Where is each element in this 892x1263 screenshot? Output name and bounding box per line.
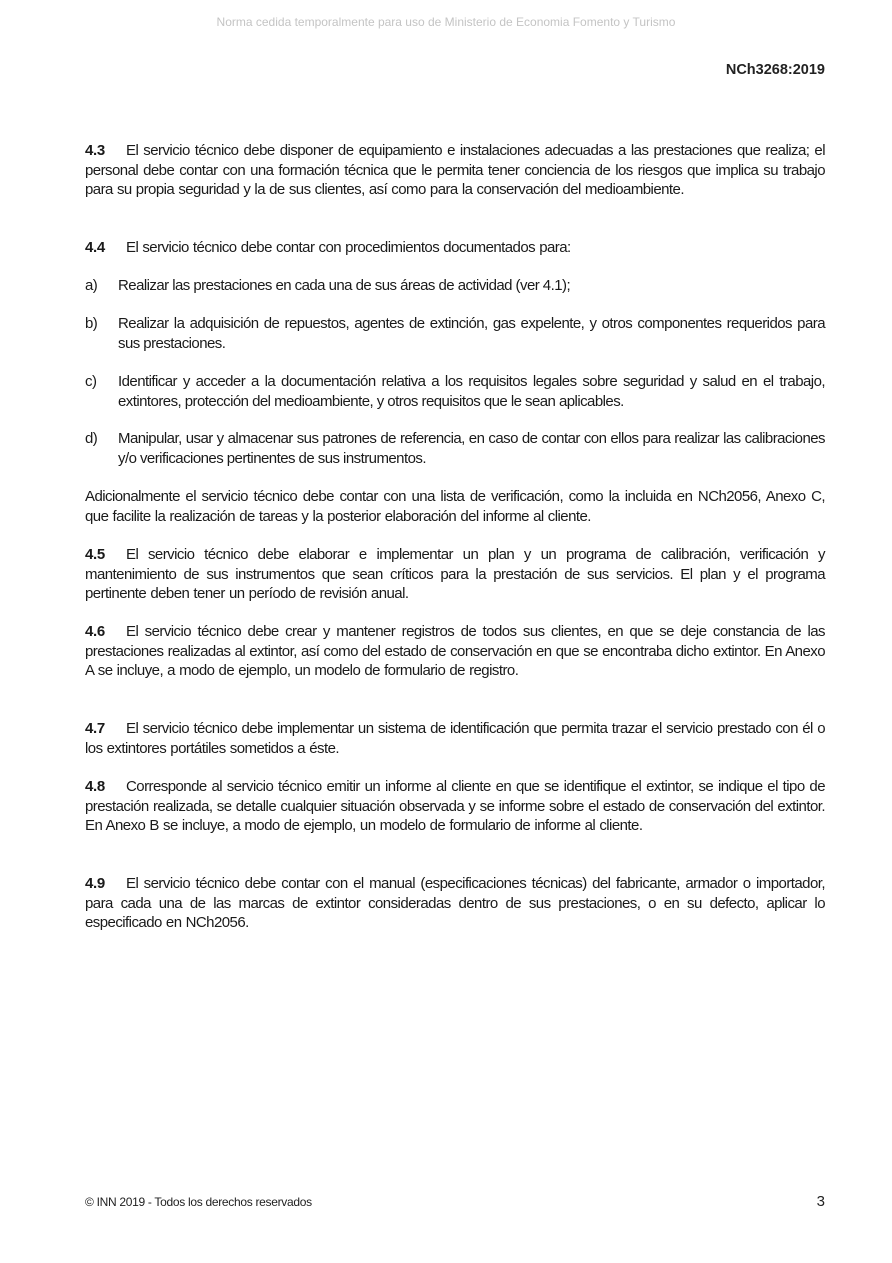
list-label: b)	[85, 315, 98, 332]
list-text: Manipular, usar y almacenar sus patrones de referencia, en caso de contar con ellos para realizar las calibraciones y/o verificaciones pertinentes de sus instrumentos.	[118, 430, 825, 467]
section-number: 4.8	[85, 778, 105, 795]
section-text: El servicio técnico debe disponer de equipamiento e instalaciones adecuadas a las prestaciones que realiza; el personal debe contar con una formación técnica que le permita tener conciencia de los riesgos que implica su trabajo para su propia seguridad y la de sus clientes, así como para la conservación del medioambiente.	[85, 142, 825, 199]
section-text: Corresponde al servicio técnico emitir un informe al cliente en que se identifique el extintor, se indique el tipo de prestación realizada, se detalle cualquier situación observada y se informe sobre el estado de conservación del extintor. En Anexo B se incluye, a modo de ejemplo, un modelo de formulario de informe al cliente.	[85, 778, 825, 835]
section-text: El servicio técnico debe implementar un sistema de identificación que permita trazar el servicio prestado con él o los extintores portátiles sometidos a éste.	[85, 720, 825, 757]
section-number: 4.5	[85, 546, 105, 563]
section-4-9	[85, 874, 825, 933]
page-number: 3	[816, 1193, 825, 1210]
section-4-5	[85, 545, 825, 604]
section-text: El servicio técnico debe crear y mantener registros de todos sus clientes, en que se deje constancia de las prestaciones realizadas al extintor, así como del estado de conservación en que se encontraba dicho extintor. En Anexo A se incluye, a modo de ejemplo, un modelo de formulario de registro.	[85, 623, 825, 680]
list-label: c)	[85, 373, 97, 390]
watermark: Norma cedida temporalmente para uso de Ministerio de Economia Fomento y Turismo	[216, 15, 676, 29]
standard-code: NCh3268:2019	[725, 62, 825, 78]
section-number: 4.9	[85, 875, 105, 892]
copyright: © INN 2019 - Todos los derechos reservados	[85, 1195, 312, 1209]
list-label: d)	[85, 430, 98, 447]
section-text: El servicio técnico debe contar con procedimientos documentados para:	[126, 239, 571, 256]
list-text: Realizar las prestaciones en cada una de sus áreas de actividad (ver 4.1);	[118, 277, 571, 294]
list-item	[85, 314, 825, 353]
list-text: Identificar y acceder a la documentación relativa a los requisitos legales sobre seguridad y salud en el trabajo, extintores, protección del medioambiente, y otros requisitos que le sean aplicables.	[118, 373, 825, 410]
additional-paragraph: Adicionalmente el servicio técnico debe contar con una lista de verificación, como la incluida en NCh2056, Anexo C, que facilite la realización de tareas y la posterior elaboración del informe al cliente.	[85, 488, 825, 525]
section-4-3	[85, 141, 825, 200]
list-text: Realizar la adquisición de repuestos, agentes de extinción, gas expelente, y otros componentes requeridos para sus prestaciones.	[118, 315, 825, 352]
section-number: 4.3	[85, 142, 105, 159]
section-text: El servicio técnico debe contar con el manual (especificaciones técnicas) del fabricante, armador o importador, para cada una de las marcas de extintor consideradas dentro de sus prestaciones, o en su defecto, aplicar lo especificado en NCh2056.	[85, 875, 825, 932]
list-label: a)	[85, 277, 98, 294]
section-text: El servicio técnico debe elaborar e implementar un plan y un programa de calibración, verificación y mantenimiento de sus instrumentos que sean críticos para la prestación de sus servicios. El plan y el programa pertinente deben tener un período de revisión anual.	[85, 546, 825, 603]
section-4-8	[85, 777, 825, 836]
section-number: 4.7	[85, 720, 105, 737]
list-item	[85, 372, 825, 411]
list-item	[85, 429, 825, 468]
section-4-7	[85, 719, 825, 758]
section-number: 4.4	[85, 239, 105, 256]
list-item	[85, 276, 825, 296]
section-4-4	[85, 238, 825, 258]
section-number: 4.6	[85, 623, 105, 640]
section-4-6	[85, 622, 825, 681]
